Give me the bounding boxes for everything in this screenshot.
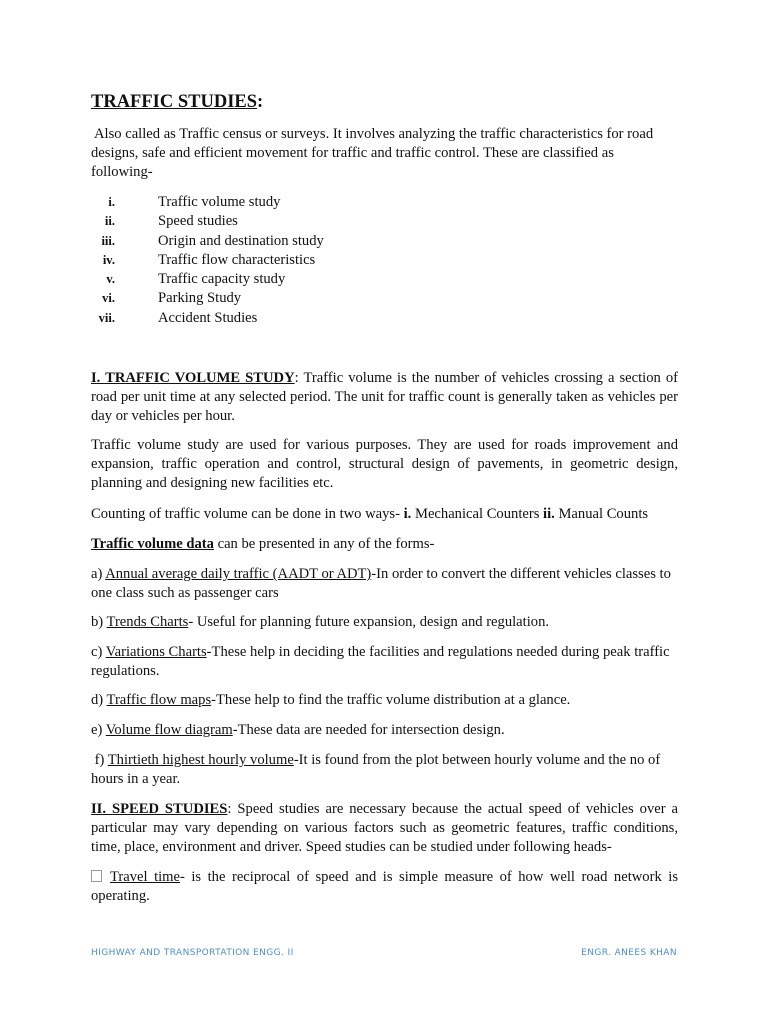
form-item-thirtieth-hourly-volume (91, 751, 678, 789)
speed-studies-paragraph (91, 800, 678, 858)
way-two-number: ii. (543, 506, 555, 522)
list-item-text: Traffic volume study (158, 194, 281, 210)
way-two-text: Manual Counts (554, 506, 649, 522)
form-prefix: d) (91, 692, 107, 708)
volume-study-purposes: Traffic volume study are used for various purposes. They are used for roads improvement and expansion, traffic operation and control, structural design of pavements, in geometric design, planning and designing new facilities etc. (91, 437, 678, 492)
list-item-number: vii. (98, 310, 115, 325)
form-item-aadt (91, 565, 678, 603)
list-item-number: vi. (102, 291, 115, 306)
list-item-text: Speed studies (158, 213, 238, 230)
way-one-text: Mechanical Counters (411, 506, 544, 522)
form-term: Annual average daily traffic (AADT or ADT) (105, 566, 372, 582)
way-one-number: i. (403, 506, 412, 522)
form-term: Thirtieth highest hourly volume (107, 752, 294, 768)
volume-data-intro (91, 535, 678, 554)
bullet-term: Travel time (110, 869, 181, 885)
form-term: Traffic flow maps (106, 692, 212, 708)
volume-heading-colon: : (294, 370, 299, 386)
form-prefix: e) (91, 722, 106, 738)
form-term: Variations Charts (105, 644, 207, 660)
volume-study-definition (91, 369, 678, 427)
title-colon: : (257, 92, 264, 112)
form-description: -These data are needed for intersection design. (232, 722, 505, 738)
volume-data-heading: Traffic volume data (91, 536, 214, 552)
form-description: -These help in deciding the facilities and regulations needed during peak traffic regulations. (91, 644, 670, 680)
intro-paragraph: Also called as Traffic census or surveys. It involves analyzing the traffic characteristics for road designs, safe and efficient movement for traffic and traffic control. These are classified as following- (91, 126, 654, 181)
list-item-text: Traffic flow characteristics (158, 251, 316, 268)
bullet-box-icon (91, 870, 102, 882)
volume-definition-text: Traffic volume is the number of vehicles crossing a section of road per unit time at any selected period. The unit for traffic count is generally taken as vehicles per day or vehicles per hour. (91, 370, 678, 425)
page-title (91, 92, 263, 113)
list-item-number: v. (106, 272, 115, 287)
form-prefix: c) (91, 644, 106, 660)
speed-heading-colon: : (227, 801, 232, 817)
list-item-text: Traffic capacity study (158, 271, 286, 288)
volume-data-intro-text: can be presented in any of the forms- (213, 536, 435, 552)
section-heading-speed-studies: II. SPEED STUDIES (91, 801, 228, 817)
counting-prefix: Counting of traffic volume can be done in two ways- (91, 506, 404, 522)
form-item-variations-charts (91, 643, 678, 681)
section-heading-volume-study: I. TRAFFIC VOLUME STUDY (91, 370, 295, 386)
list-item-number: i. (108, 195, 115, 209)
list-item-number: iv. (102, 252, 115, 267)
counting-ways (91, 505, 678, 524)
form-description: -These help to find the traffic volume distribution at a glance. (211, 692, 571, 708)
form-item-volume-flow-diagram (91, 721, 678, 740)
form-item-trends-charts (91, 613, 678, 632)
list-item-text: Origin and destination study (158, 232, 324, 249)
speed-studies-text: Speed studies are necessary because the actual speed of vehicles over a particular may vary depending on various factors such as geometric features, traffic conditions, time, place, environment and driver. Speed studies can be studied under following heads- (91, 801, 678, 856)
form-prefix: b) (91, 614, 107, 630)
form-term: Trends Charts (106, 614, 189, 630)
travel-time-bullet (91, 868, 678, 906)
list-item-text: Accident Studies (158, 309, 258, 326)
form-description: -It is found from the plot between hourly volume and the no of hours in a year. (91, 752, 661, 788)
footer-author: ENGR. ANEES KHAN (581, 948, 677, 958)
bullet-description: - is the reciprocal of speed and is simple measure of how well road network is operating. (91, 869, 678, 905)
list-item-text: Parking Study (158, 290, 242, 307)
form-description: - Useful for planning future expansion, design and regulation. (188, 614, 550, 630)
list-item-number: ii. (104, 214, 115, 229)
form-prefix: a) (91, 566, 106, 582)
footer-course-title: HIGHWAY AND TRANSPORTATION ENGG. II (91, 948, 294, 958)
form-term: Volume flow diagram (105, 722, 233, 738)
title-text: TRAFFIC STUDIES (91, 92, 258, 112)
list-item-number: iii. (101, 233, 115, 248)
form-item-traffic-flow-maps (91, 691, 678, 710)
form-prefix: f) (91, 752, 108, 768)
form-description: -In order to convert the different vehicles classes to one class such as passenger cars (91, 566, 671, 602)
